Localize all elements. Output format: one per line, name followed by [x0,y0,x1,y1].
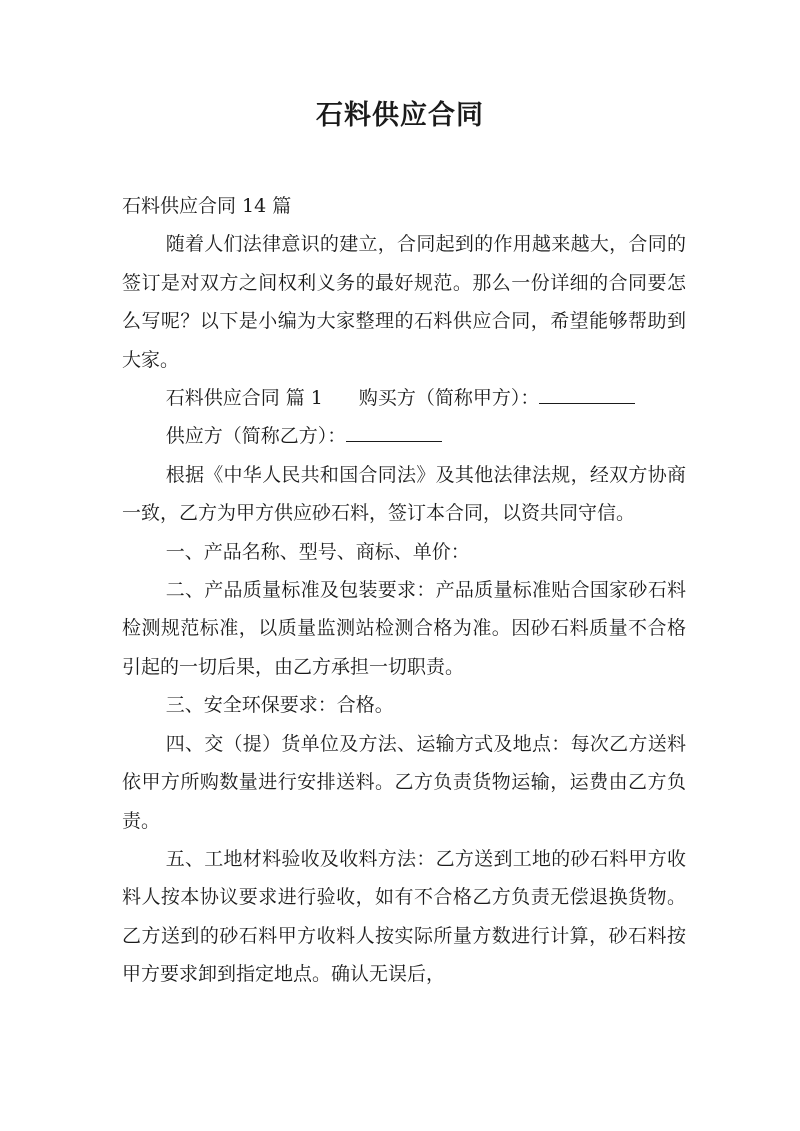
document-body [122,187,686,994]
intro-paragraph: 随着人们法律意识的建立，合同起到的作用越来越大，合同的签订是对双方之间权利义务的最好规范。那么一份详细的合同要怎么写呢？以下是小编为大家整理的石料供应合同，希望能够帮助到大家。 [122,233,686,371]
clause-1: 一、产品名称、型号、商标、单价： [165,540,470,563]
document-title: 石料供应合同 [316,100,484,131]
clause-4: 四、交（提）货单位及方法、运输方式及地点：每次乙方送料依甲方所购数量进行安排送料。乙方负责货物运输，运费由乙方负责。 [122,732,686,832]
supplier-blank-field [346,422,442,443]
clause-2: 二、产品质量标准及包装要求：产品质量标准贴合国家砂石料检测规范标准，以质量监测站检测合格为准。因砂石料质量不合格引起的一切后果，由乙方承担一切职责。 [122,579,686,678]
supplier-line [122,417,686,455]
clause-3: 三、安全环保要求：合格。 [165,694,394,717]
supplier-label: 供应方（简称乙方）： [165,425,347,448]
buyer-label: 购买方（简称甲方）： [358,387,540,410]
section-heading-line [122,379,686,417]
section-heading: 石料供应合同 篇 1 [165,387,323,410]
collection-subtitle: 石料供应合同 14 篇 [122,195,292,217]
clause-5: 五、工地材料验收及收料方法：乙方送到工地的砂石料甲方收料人按本协议要求进行验收，如有不合格乙方负责无偿退换货物。乙方送到的砂石料甲方收料人按实际所量方数进行计算，砂石料按甲方要求卸到指定地点。确认无误后， [122,847,686,986]
preamble-paragraph: 根据《中华人民共和国合同法》及其他法律法规，经双方协商一致，乙方为甲方供应砂石料，签订本合同，以资共同守信。 [122,463,686,525]
buyer-blank-field [539,383,635,404]
